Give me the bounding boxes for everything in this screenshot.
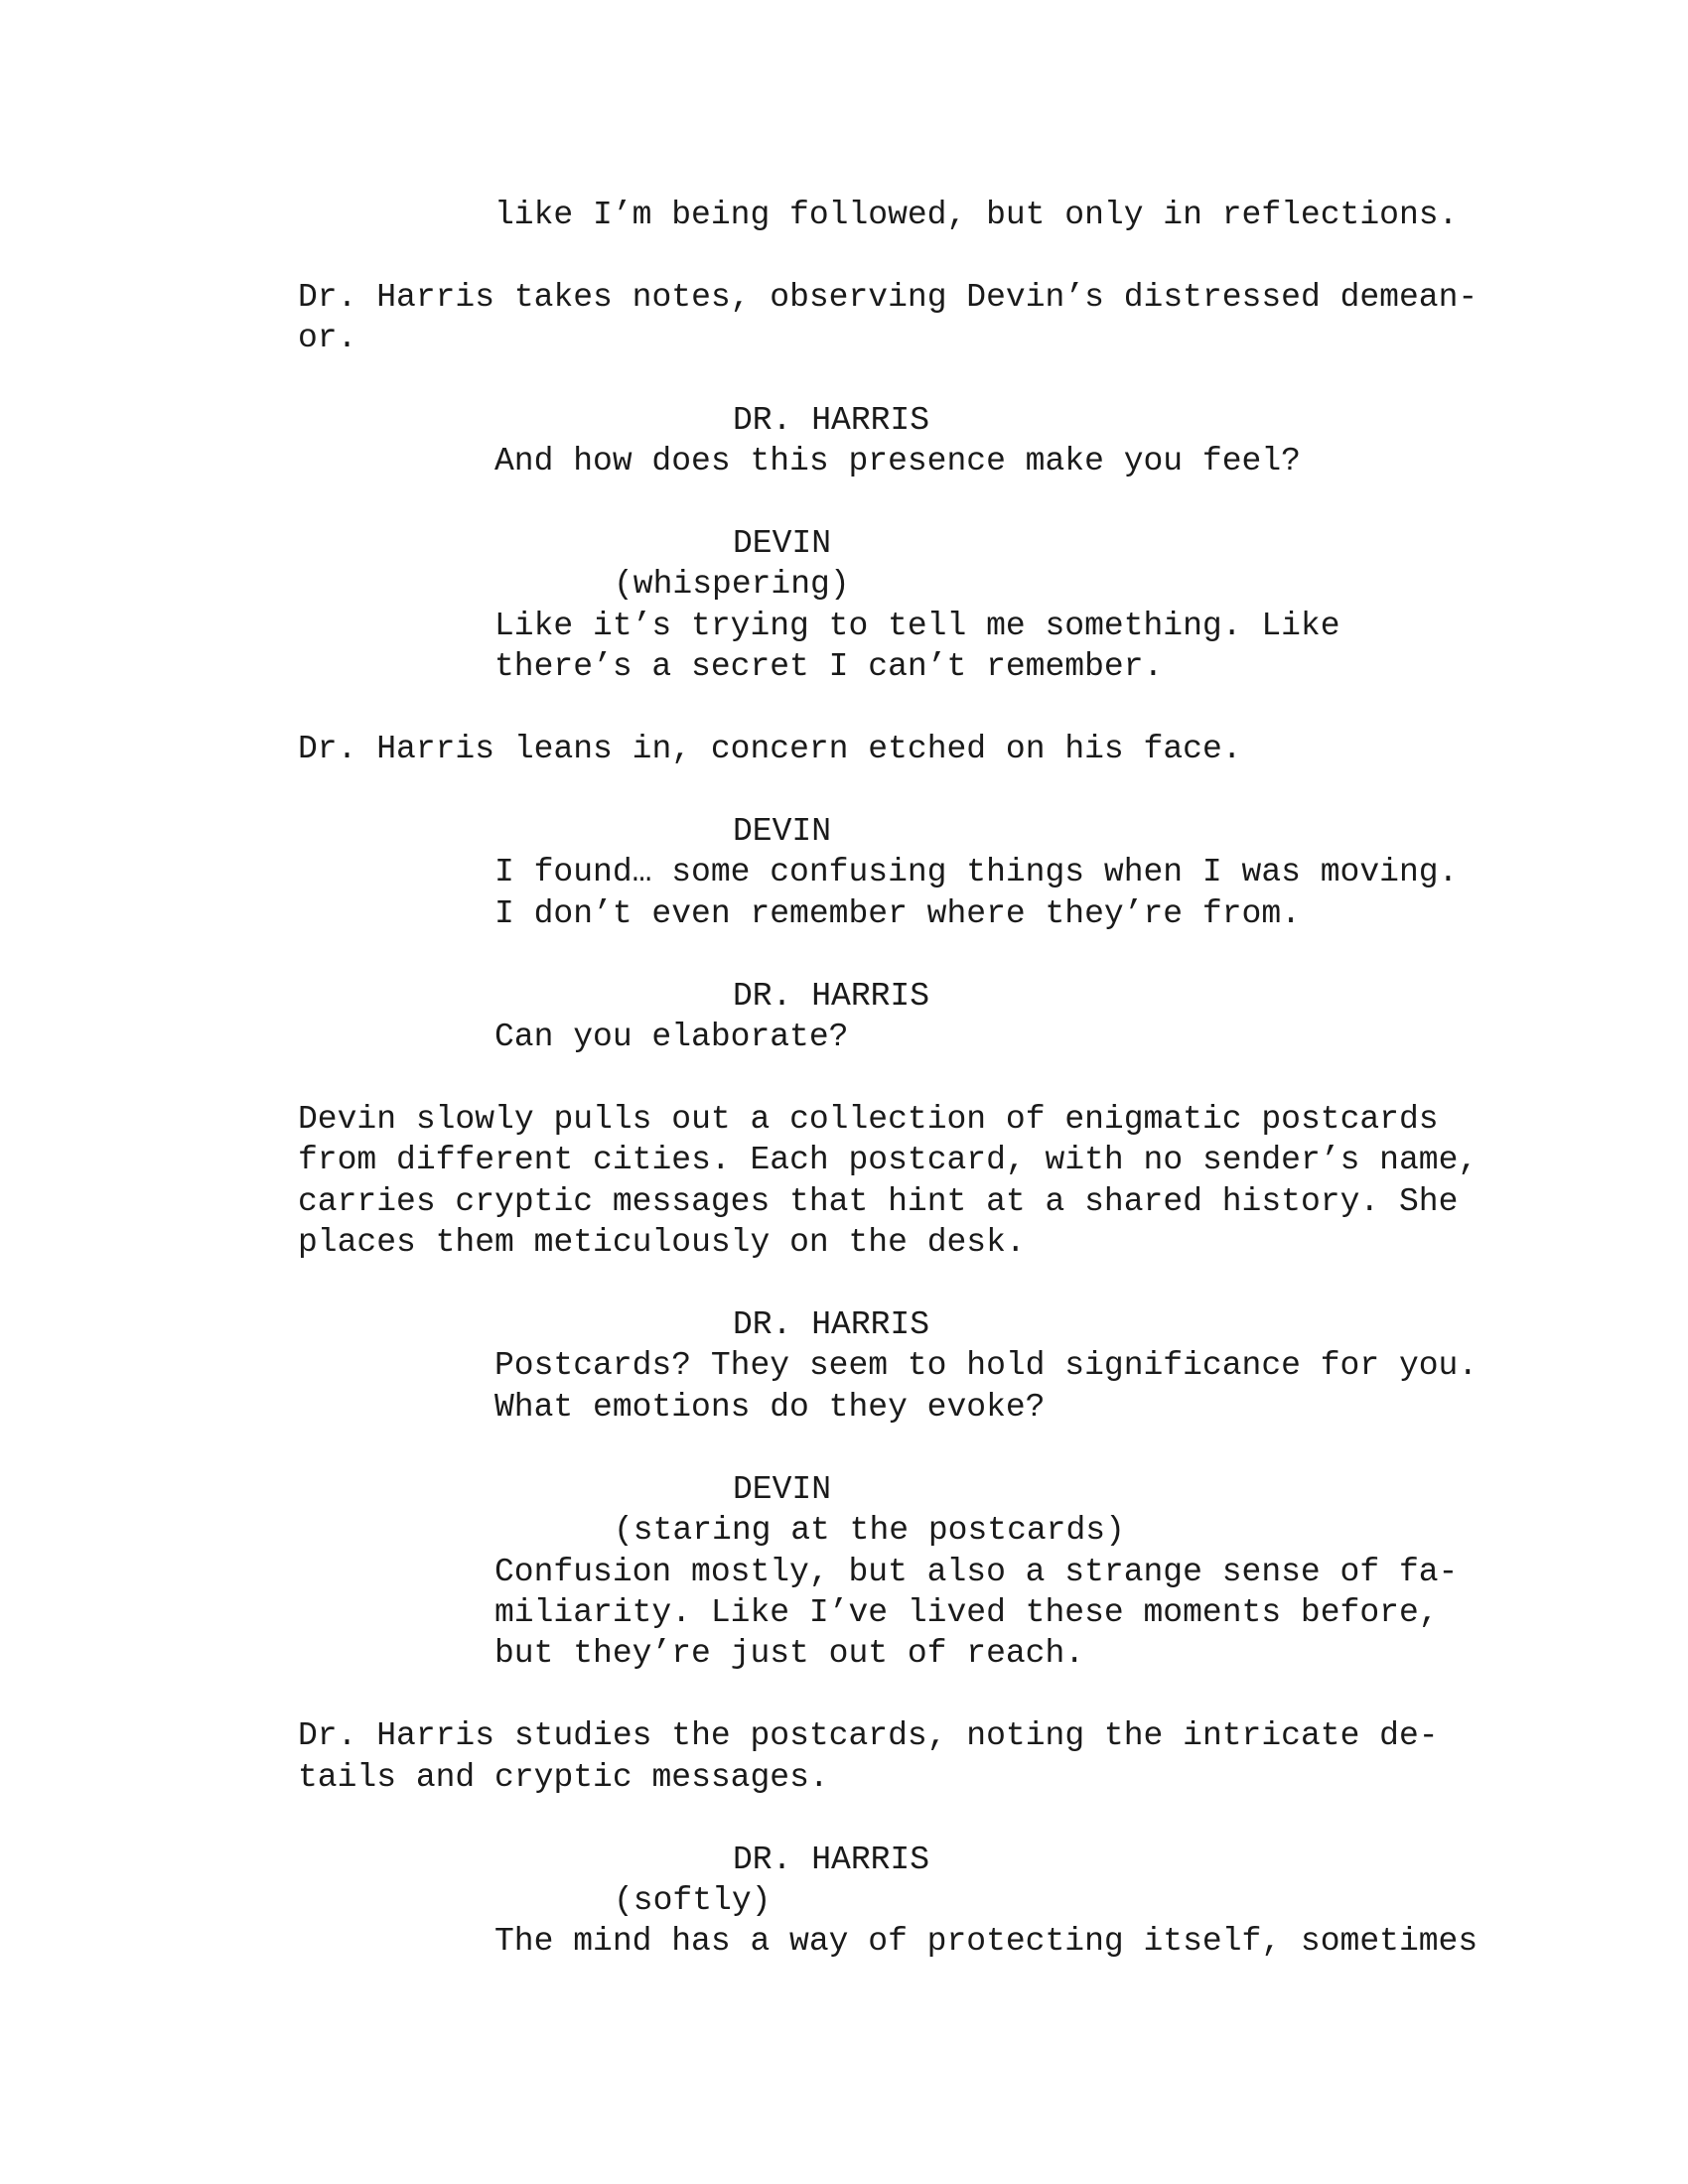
character-name: DR. HARRIS (733, 402, 930, 439)
character-name: DR. HARRIS (733, 1306, 930, 1343)
dialogue-line: I found… some confusing things when I was moving. (494, 854, 1459, 890)
dialogue-line: there’s a secret I can’t remember. (494, 648, 1164, 685)
character-name: DR. HARRIS (733, 978, 930, 1015)
action-line: or. (298, 320, 357, 356)
action-line: Dr. Harris takes notes, observing Devin’s distressed demean- (298, 279, 1478, 316)
action-line: tails and cryptic messages. (298, 1759, 829, 1796)
dialogue-line: Postcards? They seem to hold significance for you. (494, 1347, 1478, 1384)
dialogue-line: Can you elaborate? (494, 1019, 849, 1055)
action-line: Dr. Harris studies the postcards, noting the intricate de- (298, 1717, 1439, 1754)
dialogue-line: but they’re just out of reach. (494, 1635, 1085, 1672)
dialogue-line: like I’m being followed, but only in reflections. (494, 197, 1459, 233)
parenthetical: (whispering) (614, 566, 850, 603)
dialogue-line: I don’t even remember where they’re from. (494, 895, 1301, 932)
action-line: carries cryptic messages that hint at a shared history. She (298, 1183, 1459, 1220)
dialogue-line: What emotions do they evoke? (494, 1389, 1046, 1426)
character-name: DEVIN (733, 525, 832, 562)
dialogue-line: Like it’s trying to tell me something. Like (494, 608, 1340, 644)
action-line: places them meticulously on the desk. (298, 1224, 1026, 1261)
action-line: Dr. Harris leans in, concern etched on his face. (298, 731, 1242, 767)
action-line: Devin slowly pulls out a collection of enigmatic postcards (298, 1101, 1439, 1138)
parenthetical: (softly) (614, 1882, 772, 1919)
character-name: DEVIN (733, 1471, 832, 1508)
character-name: DEVIN (733, 813, 832, 850)
parenthetical: (staring at the postcards) (614, 1512, 1125, 1549)
character-name: DR. HARRIS (733, 1842, 930, 1878)
dialogue-line: The mind has a way of protecting itself, sometimes (494, 1923, 1478, 1960)
dialogue-line: miliarity. Like I’ve lived these moments before, (494, 1594, 1439, 1631)
dialogue-line: Confusion mostly, but also a strange sense of fa- (494, 1554, 1459, 1590)
dialogue-line: And how does this presence make you feel? (494, 443, 1301, 479)
action-line: from different cities. Each postcard, with no sender’s name, (298, 1142, 1478, 1178)
